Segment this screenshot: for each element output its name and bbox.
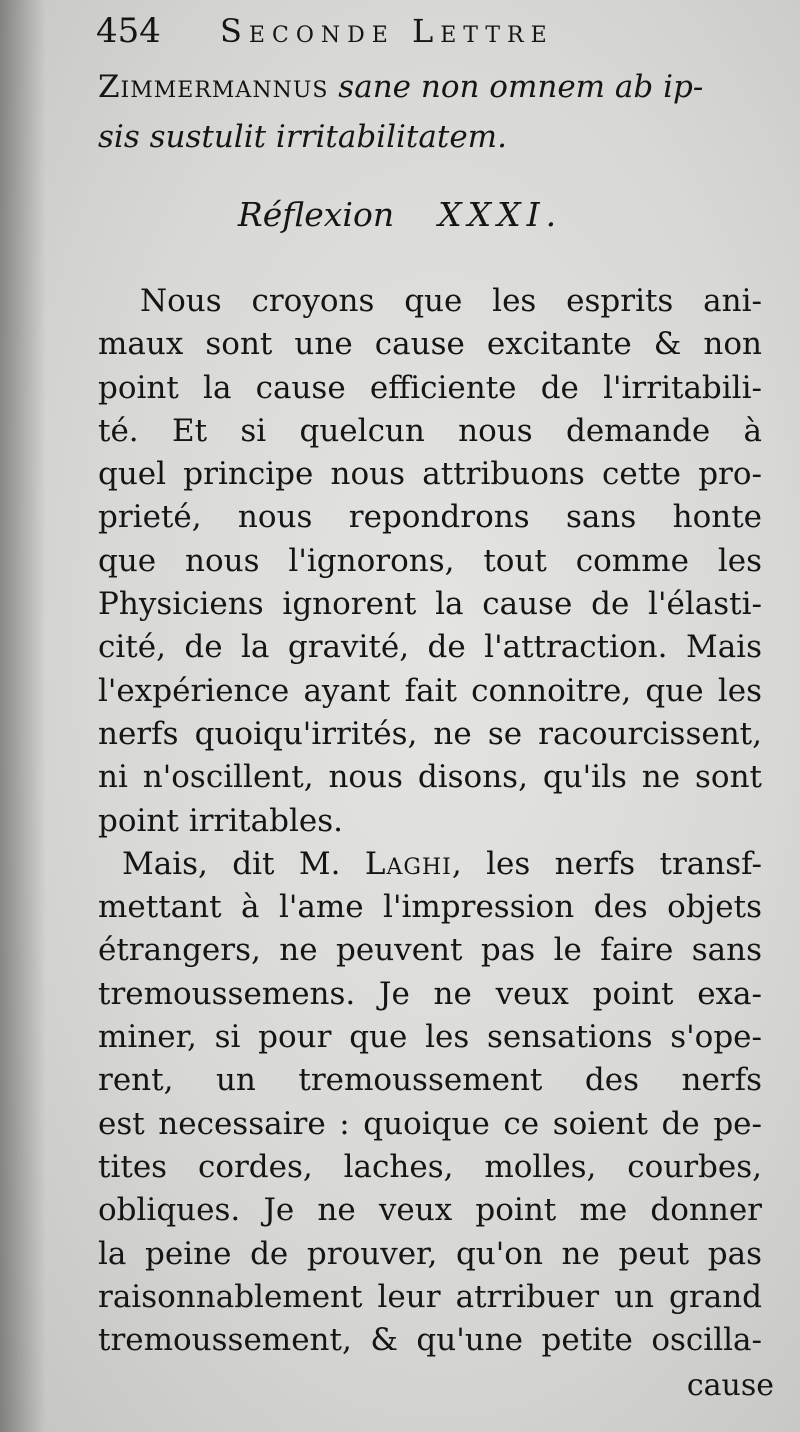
text-line: té. Et si quelcun nous demande à xyxy=(98,412,762,449)
text-line: est necessaire : quoique ce soient de pe- xyxy=(98,1105,762,1142)
intro-line: sis sustulit irritabilitatem. xyxy=(98,119,507,155)
text-line: prieté, nous repondrons sans honte xyxy=(98,499,762,536)
text-line: mettant à l'ame l'impression des objets xyxy=(98,889,762,926)
body-text xyxy=(98,280,762,1362)
section-heading xyxy=(0,190,800,240)
text-line: tremoussemens. Je ne veux point exa- xyxy=(98,975,762,1012)
text-line: nerfs quoiqu'irrités, ne se racourcissent, xyxy=(98,715,762,752)
text-line: maux sont une cause excitante & non xyxy=(98,326,762,363)
text-line: Nous croyons que les esprits ani- xyxy=(140,283,762,319)
author-name: Zimmermannus xyxy=(98,69,329,105)
text-line: obliques. Je ne veux point me donner xyxy=(98,1192,762,1229)
intro-line xyxy=(98,62,762,112)
author-name: Laghi xyxy=(364,845,452,882)
text-line: tites cordes, laches, molles, courbes, xyxy=(98,1148,762,1185)
text-line: miner, si pour que les sensations s'ope- xyxy=(98,1019,762,1056)
text-line: quel principe nous attribuons cette pro- xyxy=(98,456,762,493)
running-title: Seconde Lettre xyxy=(220,12,554,50)
heading-word: Réflexion xyxy=(237,195,395,234)
text-line: tremoussement, & qu'une petite oscilla- xyxy=(98,1322,762,1359)
text-line: point irritables. xyxy=(98,802,343,839)
text-fragment: , les nerfs transf- xyxy=(451,845,763,882)
text-line: l'expérience ayant fait connoitre, que les xyxy=(98,672,762,709)
text-line xyxy=(98,843,762,886)
text-line: raisonnablement leur atrribuer un grand xyxy=(98,1278,762,1315)
intro-quote xyxy=(98,62,762,162)
text-line: rent, un tremoussement des nerfs xyxy=(98,1062,762,1099)
text-line: étrangers, ne peuvent pas le faire sans xyxy=(98,932,762,969)
heading-numeral: XXXI. xyxy=(438,195,563,234)
text-line: Physiciens ignorent la cause de l'élasti- xyxy=(98,586,762,623)
running-header xyxy=(96,8,776,54)
text-line: cité, de la gravité, de l'attraction. Mais xyxy=(98,629,762,666)
text-line: ni n'oscillent, nous disons, qu'ils ne sont xyxy=(98,759,762,796)
text-line: point la cause efficiente de l'irritabili- xyxy=(98,369,762,406)
intro-text: sane non omnem ab ip- xyxy=(338,69,704,105)
page-number: 454 xyxy=(96,11,161,51)
text-line: la peine de prouver, qu'on ne peut pas xyxy=(98,1235,762,1272)
catchword: cause xyxy=(686,1368,774,1403)
text-fragment: Mais, dit M. xyxy=(122,845,341,882)
text-line: que nous l'ignorons, tout comme les xyxy=(98,542,762,579)
